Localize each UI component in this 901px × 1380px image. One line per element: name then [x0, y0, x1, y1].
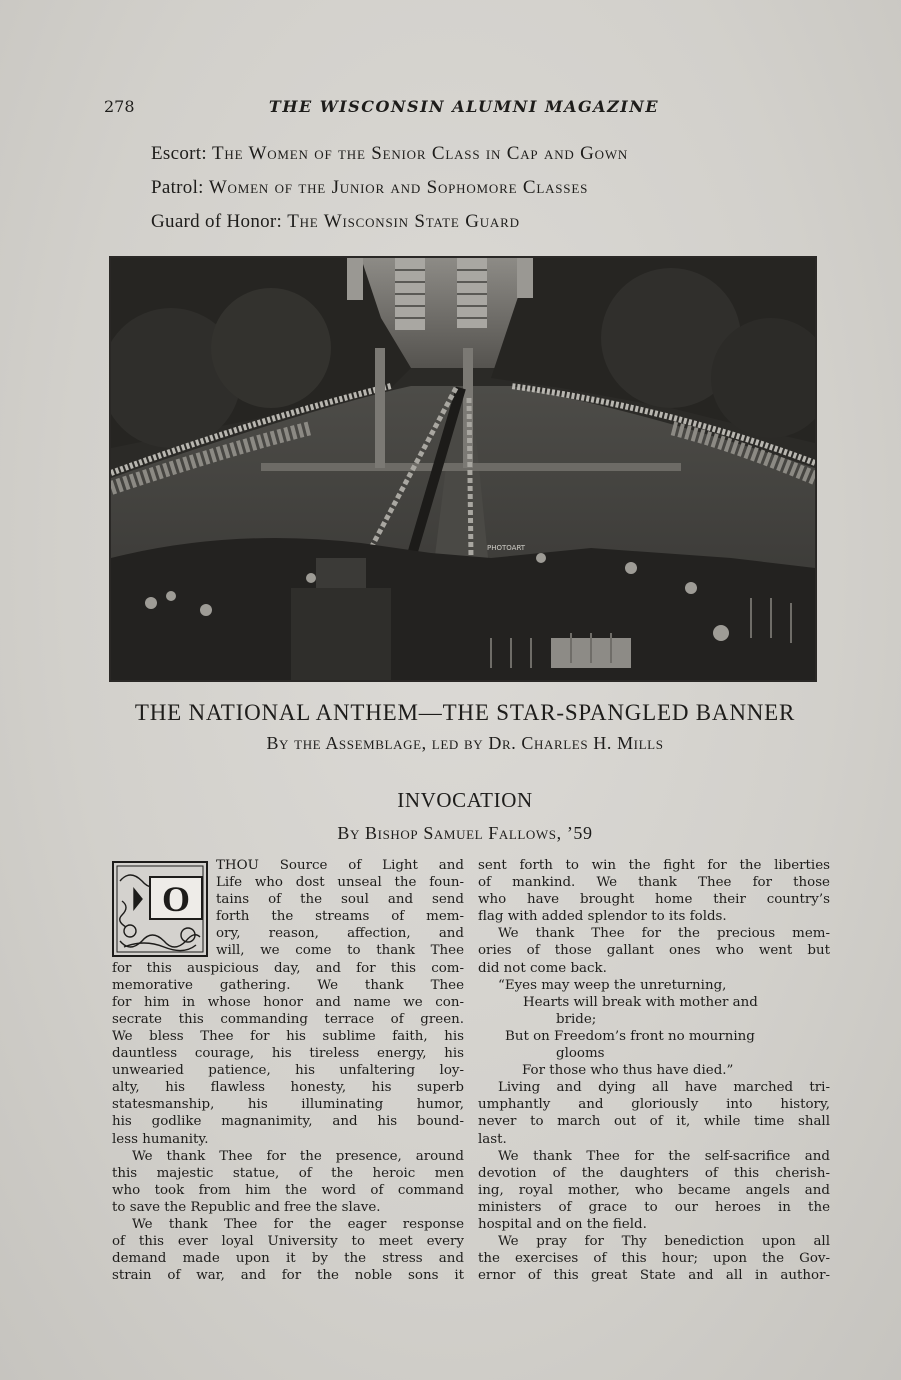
text-line: ernor of this great State and all in author- — [478, 1268, 830, 1284]
text-line: forth the streams of mem- — [216, 909, 464, 925]
text-line: the exercises of this hour; upon the Gov- — [478, 1251, 830, 1267]
invocation-byline: By Bishop Samuel Fallows, ’59 — [337, 823, 593, 843]
right-column — [478, 857, 830, 1284]
text-line: We thank Thee for the self-sacrifice and — [498, 1148, 830, 1164]
text-line: THOU Source of Light and — [216, 858, 464, 873]
text-line: glooms — [556, 1046, 605, 1062]
page-number: 278 — [104, 97, 135, 116]
text-line: his godlike magnanimity, and his bound- — [112, 1114, 464, 1130]
invocation-title: INVOCATION — [397, 788, 533, 812]
text-line: hospital and on the field. — [478, 1216, 647, 1232]
text-line: demand made upon it by the stress and — [112, 1251, 464, 1267]
ceremony-photograph — [109, 256, 817, 682]
procession-escort — [151, 143, 628, 165]
text-line: We thank Thee for the presence, around — [132, 1148, 464, 1164]
procession-label: Escort: — [151, 143, 212, 164]
left-column — [112, 857, 464, 1284]
procession-patrol — [151, 177, 588, 199]
text-line: of this ever loyal University to meet every — [112, 1234, 464, 1250]
text-line: umphantly and gloriously into history, — [478, 1097, 830, 1113]
procession-label: Guard of Honor: — [151, 211, 288, 232]
text-line: this majestic statue, of the heroic men — [112, 1165, 464, 1181]
text-line: unwearied patience, his unfaltering loy- — [112, 1063, 464, 1079]
drop-cap-letter: O — [161, 879, 191, 919]
text-line: strain of war, and for the noble sons it — [112, 1268, 464, 1284]
text-line: We thank Thee for the precious mem- — [498, 926, 830, 942]
text-line: will, we come to thank Thee — [216, 943, 464, 959]
text-line: memorative gathering. We thank Thee — [112, 977, 464, 993]
text-line: bride; — [556, 1011, 597, 1027]
text-line: who took from him the word of command — [112, 1182, 464, 1198]
text-line: ing, royal mother, who became angels and — [478, 1182, 830, 1198]
text-line: of mankind. We thank Thee for those — [478, 875, 830, 891]
text-line: last. — [478, 1131, 507, 1147]
text-line: alty, his flawless honesty, his superb — [112, 1080, 464, 1096]
procession-guard — [151, 211, 520, 233]
text-line: We bless Thee for his sublime faith, his — [112, 1028, 464, 1044]
text-line: flag with added splendor to its folds. — [478, 909, 727, 925]
text-line: dauntless courage, his tireless energy, his — [112, 1046, 464, 1062]
text-line: We pray for Thy benediction upon all — [498, 1234, 830, 1250]
text-line: tains of the soul and send — [216, 892, 464, 908]
text-line: ministers of grace to our heroes in the — [478, 1199, 830, 1215]
photo-stamp: PHOTOART — [487, 544, 526, 552]
text-line: devotion of the daughters of this cherish- — [478, 1165, 830, 1181]
text-line: statesmanship, his illuminating humor, — [112, 1097, 464, 1113]
text-line: who have brought home their country’s — [478, 892, 830, 908]
text-line: for this auspicious day, and for this com- — [112, 960, 464, 976]
text-line: ory, reason, affection, and — [216, 926, 464, 942]
text-line: But on Freedom’s front no mourning — [505, 1028, 755, 1044]
text-line: less humanity. — [112, 1131, 209, 1147]
text-line: “Eyes may weep the unreturning, — [498, 977, 727, 993]
text-line: Living and dying all have marched tri- — [498, 1080, 830, 1096]
anthem-title: THE NATIONAL ANTHEM—THE STAR-SPANGLED BANNER — [134, 700, 796, 725]
text-line: We thank Thee for the eager response — [132, 1216, 464, 1232]
magazine-title: THE WISCONSIN ALUMNI MAGAZINE — [268, 97, 660, 116]
procession-value: Women of the Junior and Sophomore Classes — [208, 177, 589, 198]
text-line: to save the Republic and free the slave. — [112, 1199, 381, 1215]
text-line: ories of those gallant ones who went but — [478, 943, 830, 959]
procession-label: Patrol: — [151, 177, 209, 198]
text-line: for him in whose honor and name we con- — [112, 994, 464, 1010]
text-line: did not come back. — [478, 960, 607, 976]
anthem-byline: By the Assemblage, led by Dr. Charles H. Mills — [266, 733, 664, 753]
text-line: For those who thus have died.” — [522, 1063, 734, 1079]
text-line: Hearts will break with mother and — [523, 994, 758, 1010]
text-line: secrate this commanding terrace of green. — [112, 1011, 464, 1027]
procession-value: The Women of the Senior Class in Cap and Gown — [211, 143, 629, 164]
text-line: never to march out of it, while time shall — [478, 1114, 830, 1130]
procession-value: The Wisconsin State Guard — [287, 211, 520, 232]
text-line: Life who dost unseal the foun- — [216, 875, 464, 891]
running-header — [104, 97, 824, 121]
text-line: sent forth to win the fight for the liberties — [478, 858, 830, 873]
